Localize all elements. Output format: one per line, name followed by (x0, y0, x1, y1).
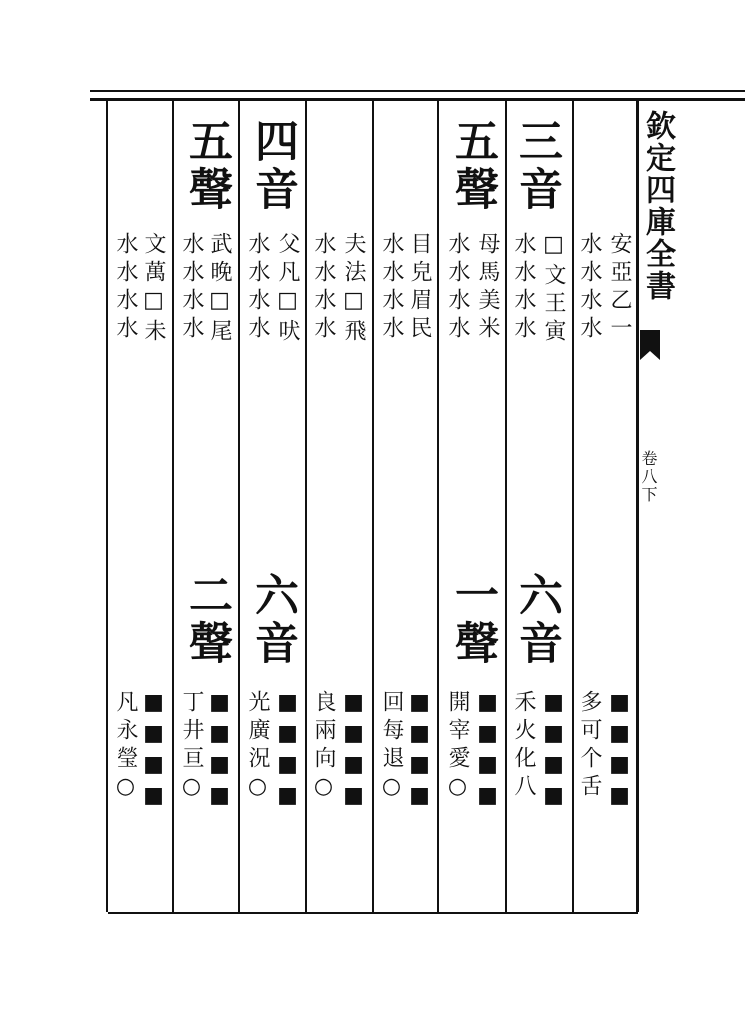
column-characters: 水水水水 (577, 232, 602, 344)
column-characters: ■■■■ (207, 690, 232, 814)
column-divider (305, 100, 307, 912)
column-characters: □文王寅 (541, 232, 566, 347)
column-characters: 多可个舌 (577, 690, 602, 802)
column-divider (636, 100, 639, 912)
column-heading: 五聲 (181, 118, 232, 214)
bottom-rule (108, 912, 638, 914)
column-characters: 父凡□吠 (275, 232, 300, 347)
column-characters: 水水水水 (113, 232, 138, 344)
column-characters: 武晚□尾 (207, 232, 232, 347)
column-characters: 光廣況○ (245, 690, 270, 805)
column-characters: 水水水水 (379, 232, 404, 344)
top-rule-outer (90, 90, 745, 92)
column-heading: 二聲 (181, 572, 232, 668)
column-divider (238, 100, 240, 912)
column-characters: 良兩向○ (311, 690, 336, 805)
column-divider (572, 100, 574, 912)
column-heading: 六音 (247, 572, 298, 668)
top-rule-inner (90, 98, 745, 101)
column-characters: 凡永瑩○ (113, 690, 138, 805)
column-characters: 安亞乙一 (607, 232, 632, 344)
volume-label: 卷八下 (639, 450, 658, 504)
column-characters: ■■■■ (475, 690, 500, 814)
column-characters: ■■■■ (341, 690, 366, 814)
column-divider (437, 100, 439, 912)
column-heading: 六音 (511, 572, 562, 668)
column-characters: 水水水水 (445, 232, 470, 344)
column-heading: 五聲 (447, 118, 498, 214)
column-characters: 水水水水 (245, 232, 270, 344)
column-characters: 母馬美米 (475, 232, 500, 344)
column-characters: 禾火化八 (511, 690, 536, 802)
column-characters: ■■■■ (607, 690, 632, 814)
column-characters: ■■■■ (141, 690, 166, 814)
column-characters: 開宰愛○ (445, 690, 470, 805)
book-title: 欽定四庫全書 (640, 110, 675, 302)
column-characters: ■■■■ (541, 690, 566, 814)
column-heading: 一聲 (447, 572, 498, 668)
column-divider (505, 100, 507, 912)
column-divider (372, 100, 374, 912)
column-divider (106, 100, 108, 912)
column-characters: 夫法□飛 (341, 232, 366, 347)
fish-tail-mark (640, 330, 660, 360)
column-characters: ■■■■ (407, 690, 432, 814)
column-characters: 水水水水 (311, 232, 336, 344)
column-characters: 丁井亘○ (179, 690, 204, 805)
column-characters: ■■■■ (275, 690, 300, 814)
column-characters: 目皃眉民 (407, 232, 432, 344)
column-heading: 三音 (511, 118, 562, 214)
column-characters: 水水水水 (179, 232, 204, 344)
column-characters: 水水水水 (511, 232, 536, 344)
column-heading: 四音 (247, 118, 298, 214)
column-divider (172, 100, 174, 912)
column-characters: 回每退○ (379, 690, 404, 805)
column-characters: 文萬□未 (141, 232, 166, 347)
